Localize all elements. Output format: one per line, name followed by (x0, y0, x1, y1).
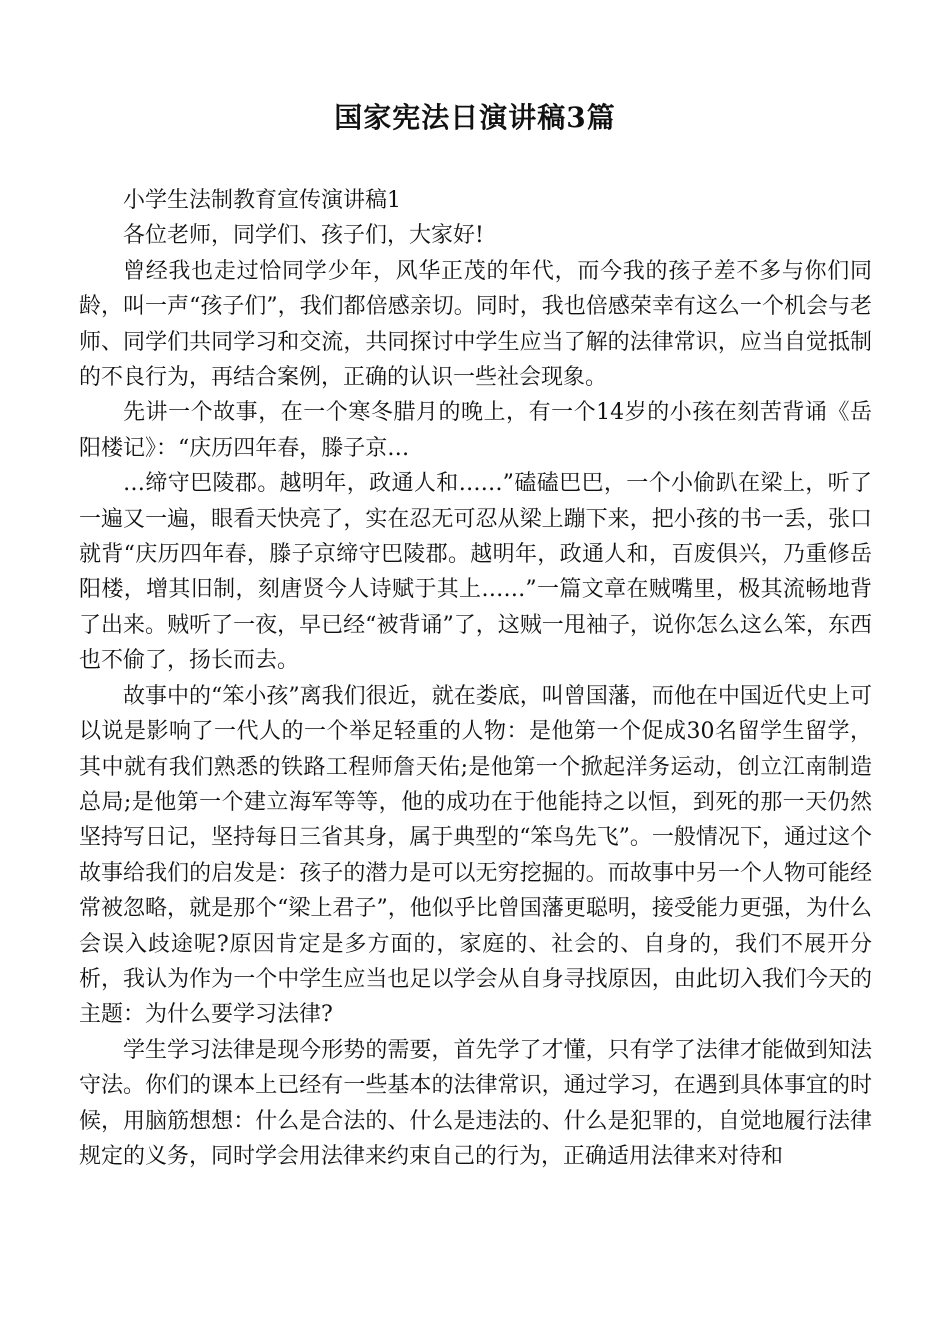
paragraph-why-study-law: 学生学习法律是现今形势的需要，首先学了才懂，只有学了法律才能做到知法守法。你们的课本上已经有一些基本的法律常识，通过学习，在遇到具体事宜的时候，用脑筋想想：什么是合法的、什么是违法的、什么是犯罪的，自觉地履行法律规定的义务，同时学会用法律来约束自己的行为，正确适用法律来对待和 (79, 1037, 872, 1169)
document-body (79, 183, 872, 1174)
paragraph-greeting: 各位老师，同学们、孩子们，大家好! (123, 223, 484, 249)
paragraph-intro: 曾经我也走过恰同学少年，风华正茂的年代，而今我的孩子差不多与你们同龄，叫一声“孩子们”，我们都倍感亲切。同时，我也倍感荣幸有这么一个机会与老师、同学们共同学习和交流，共同探讨中学生应当了解的法律常识，应当自觉抵制的不良行为，再结合案例，正确的认识一些社会现象。 (79, 258, 872, 391)
paragraph-story-analysis: 故事中的“笨小孩”离我们很近，就在娄底，叫曾国藩，而他在中国近代史上可以说是影响了一代人的一个举足轻重的人物：是他第一个促成30名留学生留学，其中就有我们熟悉的铁路工程师詹天佑;是他第一个掀起洋务运动，创立江南制造总局;是他第一个建立海军等等，他的成功在于他能持之以恒，到死的那一天仍然坚持写日记，坚持每日三省其身，属于典型的“笨鸟先飞”。一般情况下，通过这个故事给我们的启发是：孩子的潜力是可以无穷挖掘的。而故事中另一个人物可能经常被忽略，就是那个“梁上君子”，他似乎比曾国藩更聪明，接受能力更强，为什么会误入歧途呢?原因肯定是多方面的，家庭的、社会的、自身的，我们不展开分析，我认为作为一个中学生应当也足以学会从自身寻找原因，由此切入我们今天的主题：为什么要学习法律? (79, 683, 872, 1028)
paragraph-story-start: 先讲一个故事，在一个寒冬腊月的晚上，有一个14岁的小孩在刻苦背诵《岳阳楼记》：“庆历四年春，滕子京… (79, 400, 872, 461)
paragraph-story-continued: …缔守巴陵郡。越明年，政通人和……”磕磕巴巴，一个小偷趴在梁上，听了一遍又一遍，眼看天快亮了，实在忍无可忍从梁上蹦下来，把小孩的书一丢，张口就背“庆历四年春，滕子京缔守巴陵郡。越明年，政通人和，百废俱兴，乃重修岳阳楼，增其旧制，刻唐贤今人诗赋于其上……”一篇文章在贼嘴里，极其流畅地背了出来。贼听了一夜，早已经“被背诵”了，这贼一甩袖子，说你怎么这么笨，东西也不偷了，扬长而去。 (79, 471, 872, 674)
document-title: 国家宪法日演讲稿3篇 (334, 101, 616, 134)
paragraph-heading: 小学生法制教育宣传演讲稿1 (123, 188, 401, 213)
